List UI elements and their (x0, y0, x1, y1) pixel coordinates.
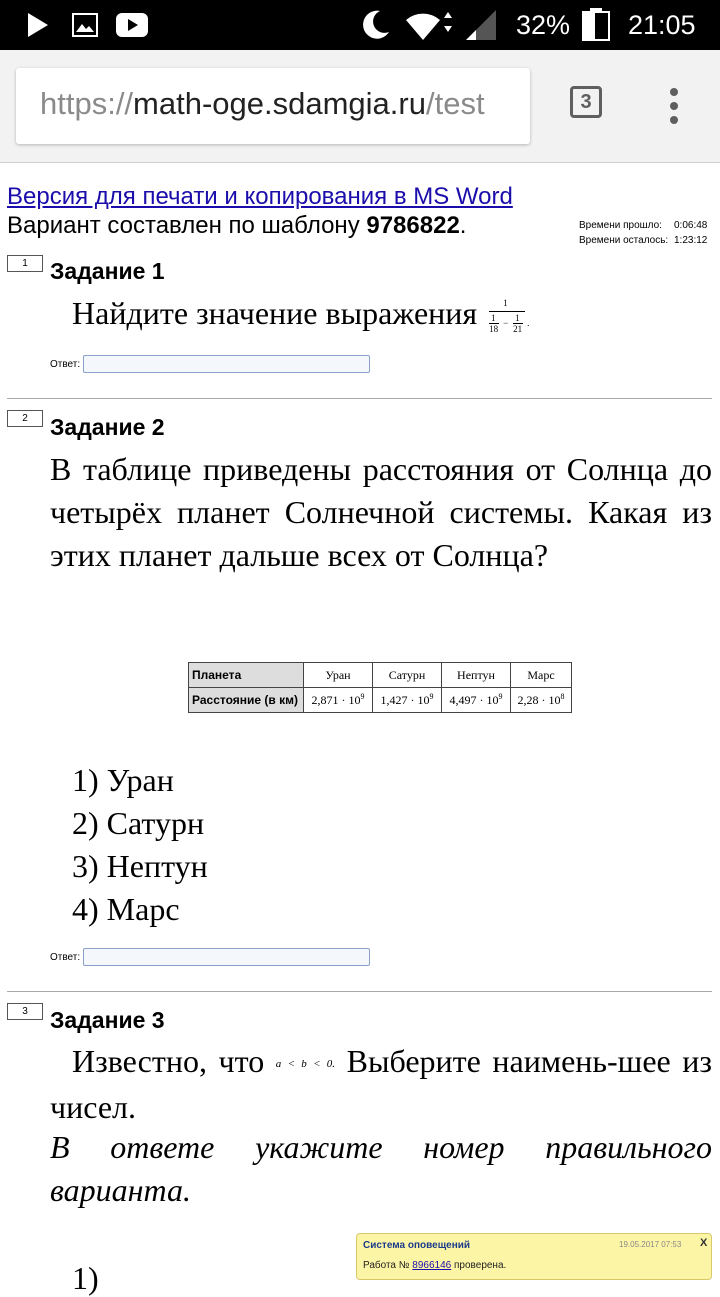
table-row (189, 663, 572, 688)
remaining-value: 1:23:12 (674, 235, 708, 246)
work-link[interactable]: 8966146 (412, 1260, 452, 1271)
notification-popup (356, 1233, 712, 1280)
remaining-label: Времени осталось: (579, 235, 669, 246)
notification-title: Система оповещений (363, 1240, 471, 1251)
status-bar (0, 0, 720, 50)
timer-panel (579, 218, 707, 248)
answer-option: 2) Сатурн (72, 805, 205, 841)
task-title: Задание 2 (50, 414, 165, 440)
formula-b-den: 21 (513, 323, 523, 334)
answer-input[interactable] (83, 948, 370, 966)
divider (7, 991, 712, 992)
divider (7, 398, 712, 399)
formula-a-den: 18 (489, 323, 499, 334)
table-cell (511, 688, 572, 713)
variant-line (7, 212, 466, 240)
table-cell: Сатурн (373, 663, 442, 688)
url-path: /test (425, 86, 485, 121)
tab-switcher-button[interactable]: 3 (570, 86, 602, 118)
table-row (189, 688, 572, 713)
task-number-box: 2 (7, 410, 43, 427)
distance-mantissa: 1,427 · 10 (380, 693, 430, 707)
battery-icon (582, 0, 612, 50)
task-number-box: 3 (7, 1003, 43, 1020)
table-header-cell: Расстояние (в км) (189, 688, 304, 713)
task-title: Задание 3 (50, 1007, 165, 1033)
table-cell (442, 688, 511, 713)
distance-exponent: 8 (560, 692, 565, 701)
table-header-cell: Планета (189, 663, 304, 688)
elapsed-label: Времени прошло: (579, 220, 662, 231)
youtube-icon (116, 0, 148, 50)
task-text-content: Найдите значение выражения (72, 295, 478, 331)
task-instruction: В ответе укажите номер правильного варианта. (50, 1129, 712, 1208)
address-bar[interactable] (16, 68, 530, 144)
notification-message (363, 1260, 506, 1271)
notification-date: 19.05.2017 07:53 (619, 1240, 682, 1249)
distance-exponent: 9 (498, 692, 503, 701)
distance-mantissa: 2,28 · 10 (517, 693, 561, 707)
answer-option: 4) Марс (72, 891, 180, 927)
task-title: Задание 1 (50, 258, 165, 284)
task-text-part: Известно, что (72, 1043, 265, 1079)
table-cell: Нептун (442, 663, 511, 688)
task-text: В таблице приведены расстояния от Солнца до четырёх планет Солнечной системы. Какая из этих планет дальше всех от Солнца? (50, 451, 712, 573)
url-scheme: https:// (40, 86, 134, 121)
answer-label: Ответ: (50, 358, 81, 370)
url-host: math-oge.sdamgia.ru (133, 86, 426, 121)
print-version-link[interactable]: Версия для печати и копирования в MS Word (7, 183, 513, 210)
elapsed-value: 0:06:48 (674, 220, 708, 231)
variant-suffix: . (459, 212, 467, 239)
answer-option: 3) Нептун (72, 848, 208, 884)
task-text (50, 1040, 712, 1129)
browser-toolbar (0, 50, 720, 163)
play-icon (26, 0, 50, 50)
formula-minus: − (503, 317, 509, 328)
distance-exponent: 9 (360, 692, 365, 701)
fraction-formula (485, 299, 535, 335)
formula-b-num: 1 (515, 312, 520, 323)
url-text[interactable] (40, 86, 485, 122)
answer-input[interactable] (83, 355, 370, 373)
signal-icon (462, 0, 498, 50)
table-cell: Уран (304, 663, 373, 688)
table-cell (373, 688, 442, 713)
planet-table (188, 662, 572, 713)
answer-row (50, 355, 370, 373)
table-cell (304, 688, 373, 713)
task-text (72, 292, 712, 335)
notification-text: проверена. (451, 1260, 507, 1271)
close-button[interactable]: X (700, 1237, 708, 1249)
answer-label: Ответ: (50, 951, 81, 963)
variant-number: 9786822 (366, 212, 460, 239)
distance-exponent: 9 (429, 692, 434, 701)
variant-label: Вариант составлен по шаблону (7, 212, 367, 239)
answer-option: 1) (72, 1260, 99, 1296)
moon-icon (358, 0, 392, 50)
inequality-formula: a < b < 0. (275, 1058, 336, 1071)
answer-option: 1) Уран (72, 762, 174, 798)
clock: 21:05 (628, 9, 696, 40)
overflow-menu-icon[interactable] (668, 88, 680, 128)
formula-a-num: 1 (491, 312, 496, 323)
answer-row (50, 948, 370, 966)
battery-percent: 32% (516, 9, 571, 40)
distance-mantissa: 2,871 · 10 (311, 693, 361, 707)
formula-period: . (527, 317, 530, 328)
image-icon (72, 0, 98, 50)
table-cell: Марс (511, 663, 572, 688)
task-number-box: 1 (7, 255, 43, 272)
notification-text: Работа № (363, 1260, 413, 1271)
wifi-icon (404, 0, 456, 50)
formula-numerator: 1 (503, 297, 508, 308)
task-text-part: Выберите наимень-шее из чисел. (50, 1043, 713, 1126)
distance-mantissa: 4,497 · 10 (449, 693, 499, 707)
